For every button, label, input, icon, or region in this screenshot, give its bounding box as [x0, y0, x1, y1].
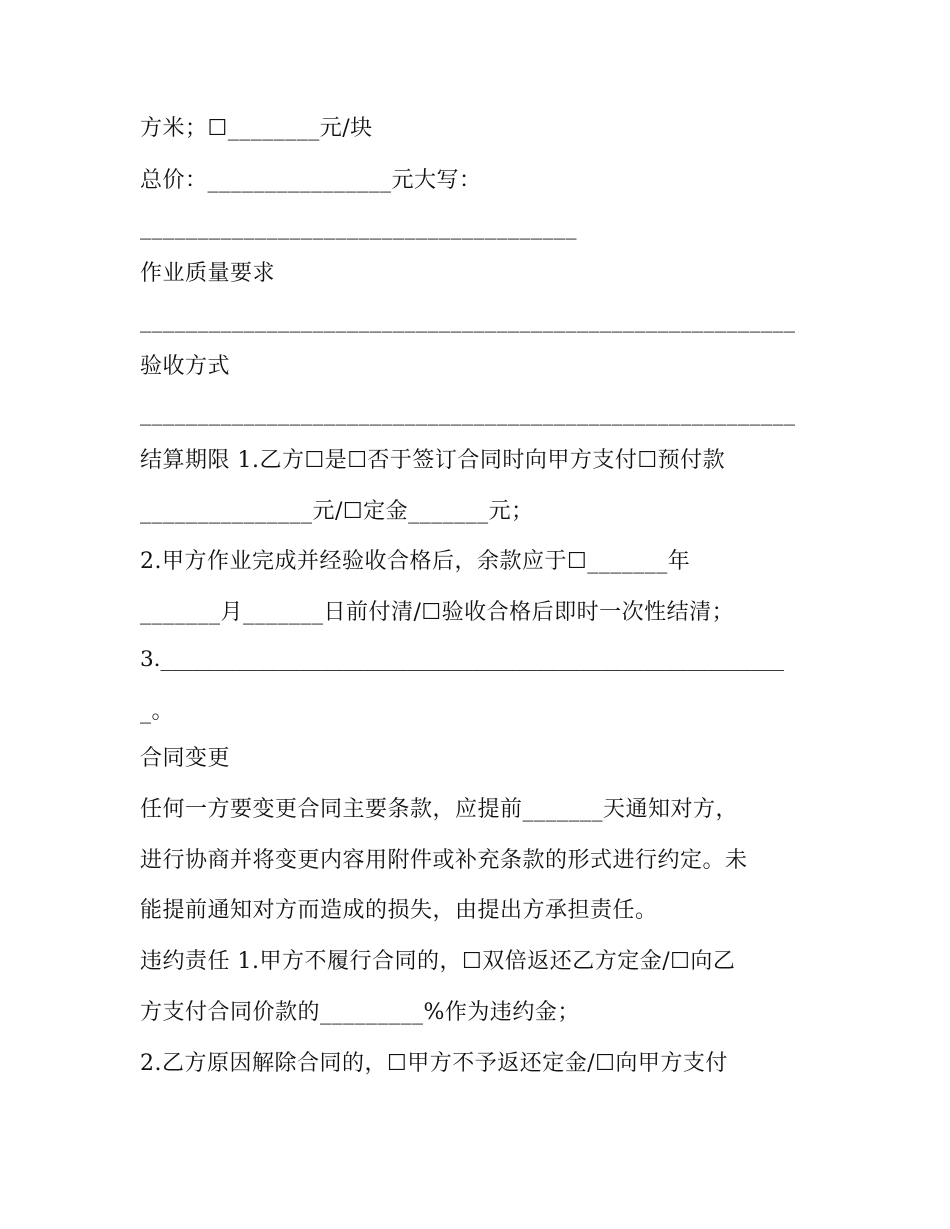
settlement-term-clause-1: 结算期限 1.乙方☐是☐否于签订合同时向甲方支付☐预付款 [140, 448, 726, 473]
breach-liability-clause-1: 违约责任 1.甲方不履行合同的，☐双倍返还乙方定金/☐向乙 [140, 949, 736, 974]
breach-liability-clause-2: 2.乙方原因解除合同的，☐甲方不予返还定金/☐向甲方支付 [140, 1051, 728, 1076]
quality-requirements-blank: _________________________________________________________ [140, 308, 796, 333]
settlement-term-clause-3-cont: _。 [140, 699, 175, 724]
contract-change-text-1: 任何一方要变更合同主要条款，应提前_______天通知对方， [140, 797, 739, 822]
settlement-term-clause-2-cont: _______月_______日前付清/☐验收合格后即时一次性结清； [140, 600, 735, 625]
settlement-term-clause-2: 2.甲方作业完成并经验收合格后，余款应于☐_______年 [140, 549, 691, 574]
acceptance-method-blank: _________________________________________________________ [140, 401, 796, 426]
acceptance-method-heading: 验收方式 [140, 354, 231, 379]
contract-change-text-3: 能提前通知对方而造成的损失，由提出方承担责任。 [140, 898, 658, 923]
contract-change-text-2: 进行协商并将变更内容用附件或补充条款的形式进行约定。未 [140, 848, 748, 873]
settlement-term-clause-1-cont: _______________元/☐定金_______元； [140, 499, 534, 524]
amount-in-words-blank: ______________________________________ [140, 215, 577, 240]
quality-requirements-heading: 作业质量要求 [140, 261, 276, 286]
contract-change-heading: 合同变更 [140, 746, 231, 771]
breach-liability-clause-1-cont: 方支付合同价款的_________%作为违约金； [140, 1000, 580, 1025]
price-per-block-line: 方米；☐________元/块 [140, 116, 373, 141]
settlement-term-clause-3: 3.__________________________________________________________ [140, 647, 785, 672]
total-price-line: 总价：________________元大写： [140, 168, 482, 193]
